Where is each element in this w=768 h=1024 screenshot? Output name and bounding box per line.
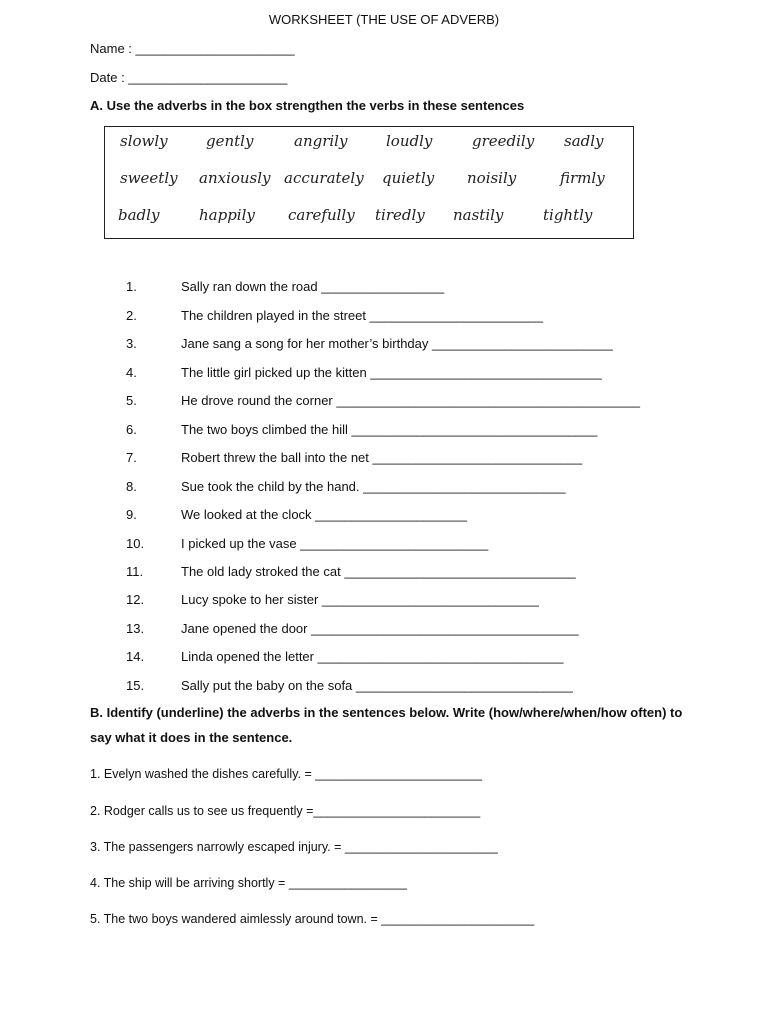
adverb-word-box [104,126,634,239]
adverb-word: quietly [382,169,435,187]
question-text[interactable]: Sally put the baby on the sofa ______________________________ [181,678,573,693]
question-text[interactable]: Robert threw the ball into the net _____________________________ [181,450,583,465]
adverb-word: slowly [120,132,168,150]
question-text[interactable]: I picked up the vase __________________________ [181,536,489,551]
adverb-word: sadly [564,132,604,150]
question-number: 14. [126,649,145,664]
worksheet-title: WORKSHEET (THE USE OF ADVERB) [268,12,500,27]
adverb-word: sweetly [120,169,178,187]
section-a-heading: A. Use the adverbs in the box strengthen the verbs in these sentences [90,98,525,113]
question-text[interactable]: Jane opened the door _____________________________________ [181,621,579,636]
question-number: 12. [126,592,145,607]
adverb-word: carefully [288,206,355,224]
adverb-word: loudly [386,132,433,150]
adverb-word: greedily [472,132,535,150]
question-text[interactable]: He drove round the corner __________________________________________ [181,393,641,408]
section-b-item[interactable]: 2. Rodger calls us to see us frequently =________________________ [90,804,481,818]
question-text[interactable]: The children played in the street ________________________ [181,308,544,323]
question-number: 3. [126,336,137,351]
question-number: 13. [126,621,145,636]
question-number: 2. [126,308,137,323]
adverb-word: tiredly [375,206,425,224]
question-text[interactable]: Jane sang a song for her mother’s birthday _________________________ [181,336,613,351]
question-number: 7. [126,450,137,465]
question-number: 1. [126,279,137,294]
question-text[interactable]: Lucy spoke to her sister ______________________________ [181,592,539,607]
section-b-heading-continued: say what it does in the sentence. [90,730,293,745]
section-b-item[interactable]: 4. The ship will be arriving shortly = _________________ [90,876,407,890]
question-text[interactable]: We looked at the clock _____________________ [181,507,467,522]
question-number: 10. [126,536,145,551]
question-number: 5. [126,393,137,408]
section-b-item[interactable]: 5. The two boys wandered aimlessly around town. = ______________________ [90,912,535,926]
adverb-word: anxiously [199,169,271,187]
question-text[interactable]: The little girl picked up the kitten ________________________________ [181,365,602,380]
adverb-word: tightly [543,206,593,224]
adverb-word: firmly [560,169,605,187]
adverb-word: noisily [467,169,517,187]
question-number: 8. [126,479,137,494]
section-b-item[interactable]: 3. The passengers narrowly escaped injury. = ______________________ [90,840,498,854]
section-b-heading: B. Identify (underline) the adverbs in the sentences below. Write (how/where/when/how often) to [90,705,683,720]
question-text[interactable]: Sue took the child by the hand. ____________________________ [181,479,566,494]
question-number: 6. [126,422,137,437]
question-number: 15. [126,678,145,693]
adverb-word: gently [206,132,254,150]
adverb-word: badly [118,206,160,224]
adverb-word: accurately [284,169,364,187]
question-number: 11. [126,564,144,579]
name-field[interactable]: Name : ______________________ [90,41,295,56]
question-number: 4. [126,365,137,380]
question-text[interactable]: The old lady stroked the cat ________________________________ [181,564,576,579]
date-field[interactable]: Date : ______________________ [90,70,288,85]
section-b-item[interactable]: 1. Evelyn washed the dishes carefully. = ________________________ [90,767,483,781]
adverb-word: nastily [453,206,504,224]
question-text[interactable]: Linda opened the letter __________________________________ [181,649,564,664]
question-text[interactable]: Sally ran down the road _________________ [181,279,445,294]
adverb-word: angrily [294,132,348,150]
question-number: 9. [126,507,137,522]
question-text[interactable]: The two boys climbed the hill __________________________________ [181,422,598,437]
adverb-word: happily [199,206,255,224]
